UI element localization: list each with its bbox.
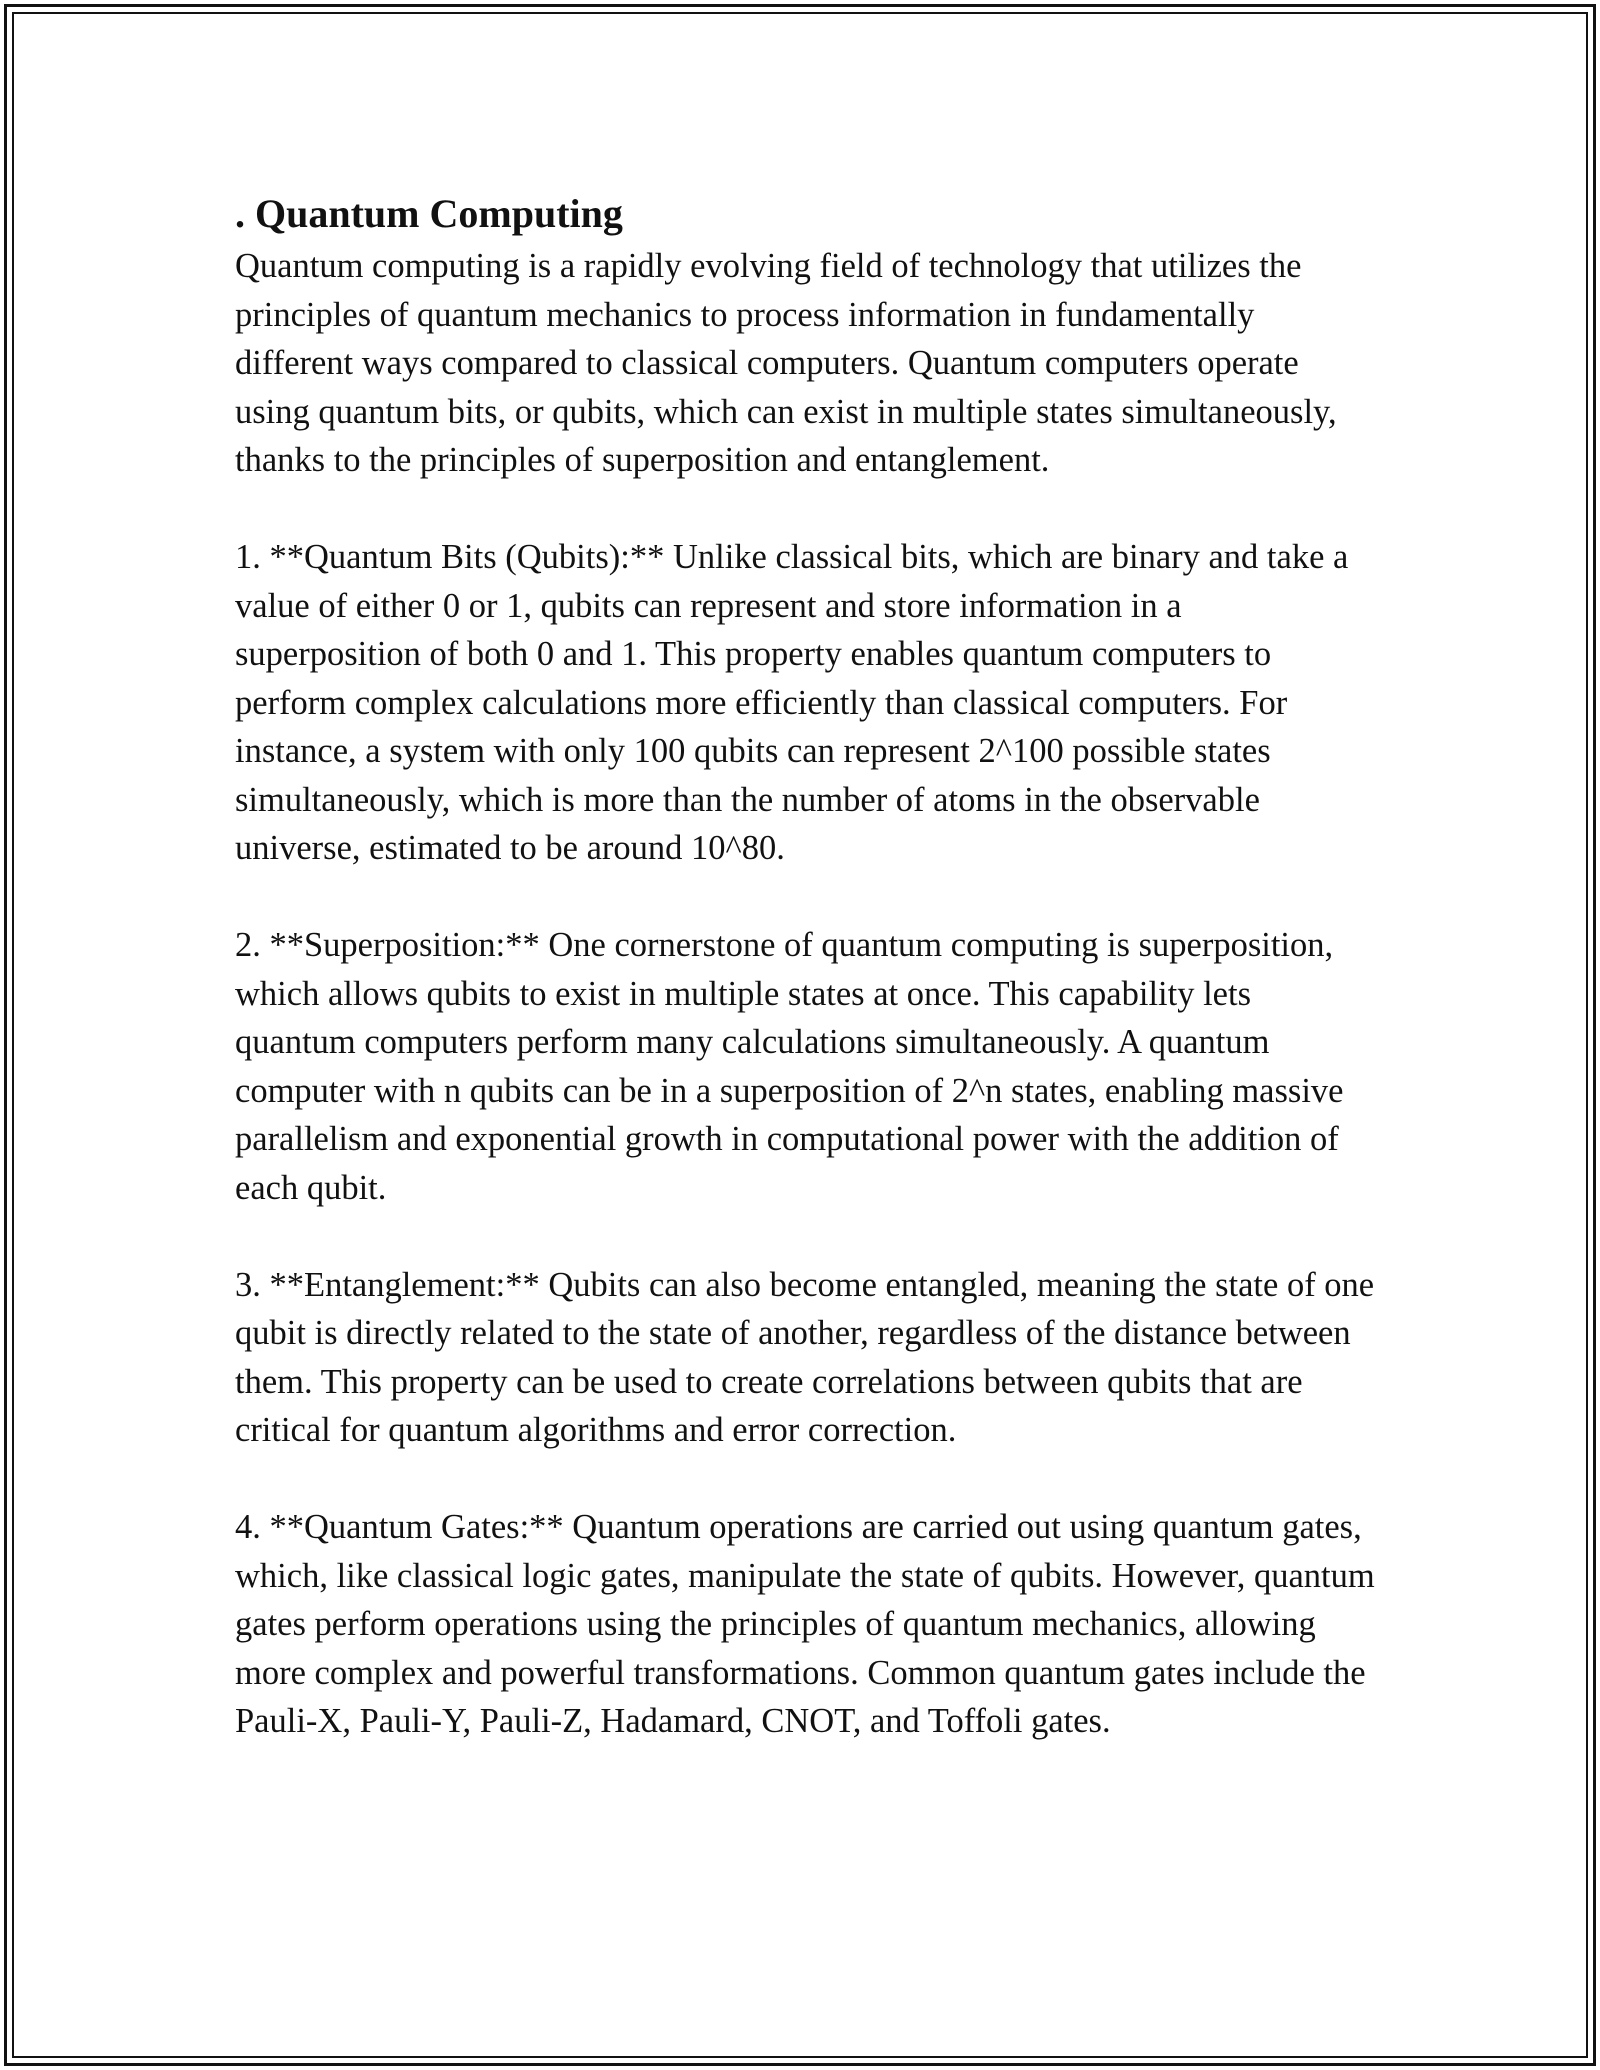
quantum-gates-paragraph: 4. **Quantum Gates:** Quantum operations are carried out using quantum gates, which, like classical logic gates, manipulate the state of qubits. However, quantum gates perform operations using the principles of quantum mechanics, allowing more complex and powerful transformations. Common quantum gates include the Pauli-X, Pauli-Y, Pauli-Z, Hadamard, CNOT, and Toffoli gates. [235,1508,1375,1740]
paragraph-gap [235,1212,1375,1261]
superposition-paragraph: 2. **Superposition:** One cornerstone of quantum computing is superposition, which allows qubits to exist in multiple states at once. This capability lets quantum computers perform many calculations simultaneously. A quantum computer with n qubits can be in a superposition of 2^n states, enabling massive parallelism and exponential growth in computational power with the addition of each qubit. [235,926,1344,1207]
document-title: . Quantum Computing [235,191,623,236]
document-body [235,186,1375,1746]
qubits-paragraph: 1. **Quantum Bits (Qubits):** Unlike classical bits, which are binary and take a value of either 0 or 1, qubits can represent and store information in a superposition of both 0 and 1. This property enables quantum computers to perform complex calculations more efficiently than classical computers. For instance, a system with only 100 qubits can represent 2^100 possible states simultaneously, which is more than the number of atoms in the observable universe, estimated to be around 10^80. [235,538,1349,867]
paragraph-gap [235,485,1375,534]
paragraph-gap [235,1455,1375,1504]
entanglement-paragraph: 3. **Entanglement:** Qubits can also become entangled, meaning the state of one qubit is directly related to the state of another, regardless of the distance between them. This property can be used to create correlations between qubits that are critical for quantum algorithms and error correction. [235,1265,1375,1449]
intro-paragraph: Quantum computing is a rapidly evolving field of technology that utilizes the principles of quantum mechanics to process information in fundamentally different ways compared to classical computers. Quantum computers operate using quantum bits, or qubits, which can exist in multiple states simultaneously, thanks to the principles of superposition and entanglement. [235,247,1337,479]
paragraph-gap [235,873,1375,922]
